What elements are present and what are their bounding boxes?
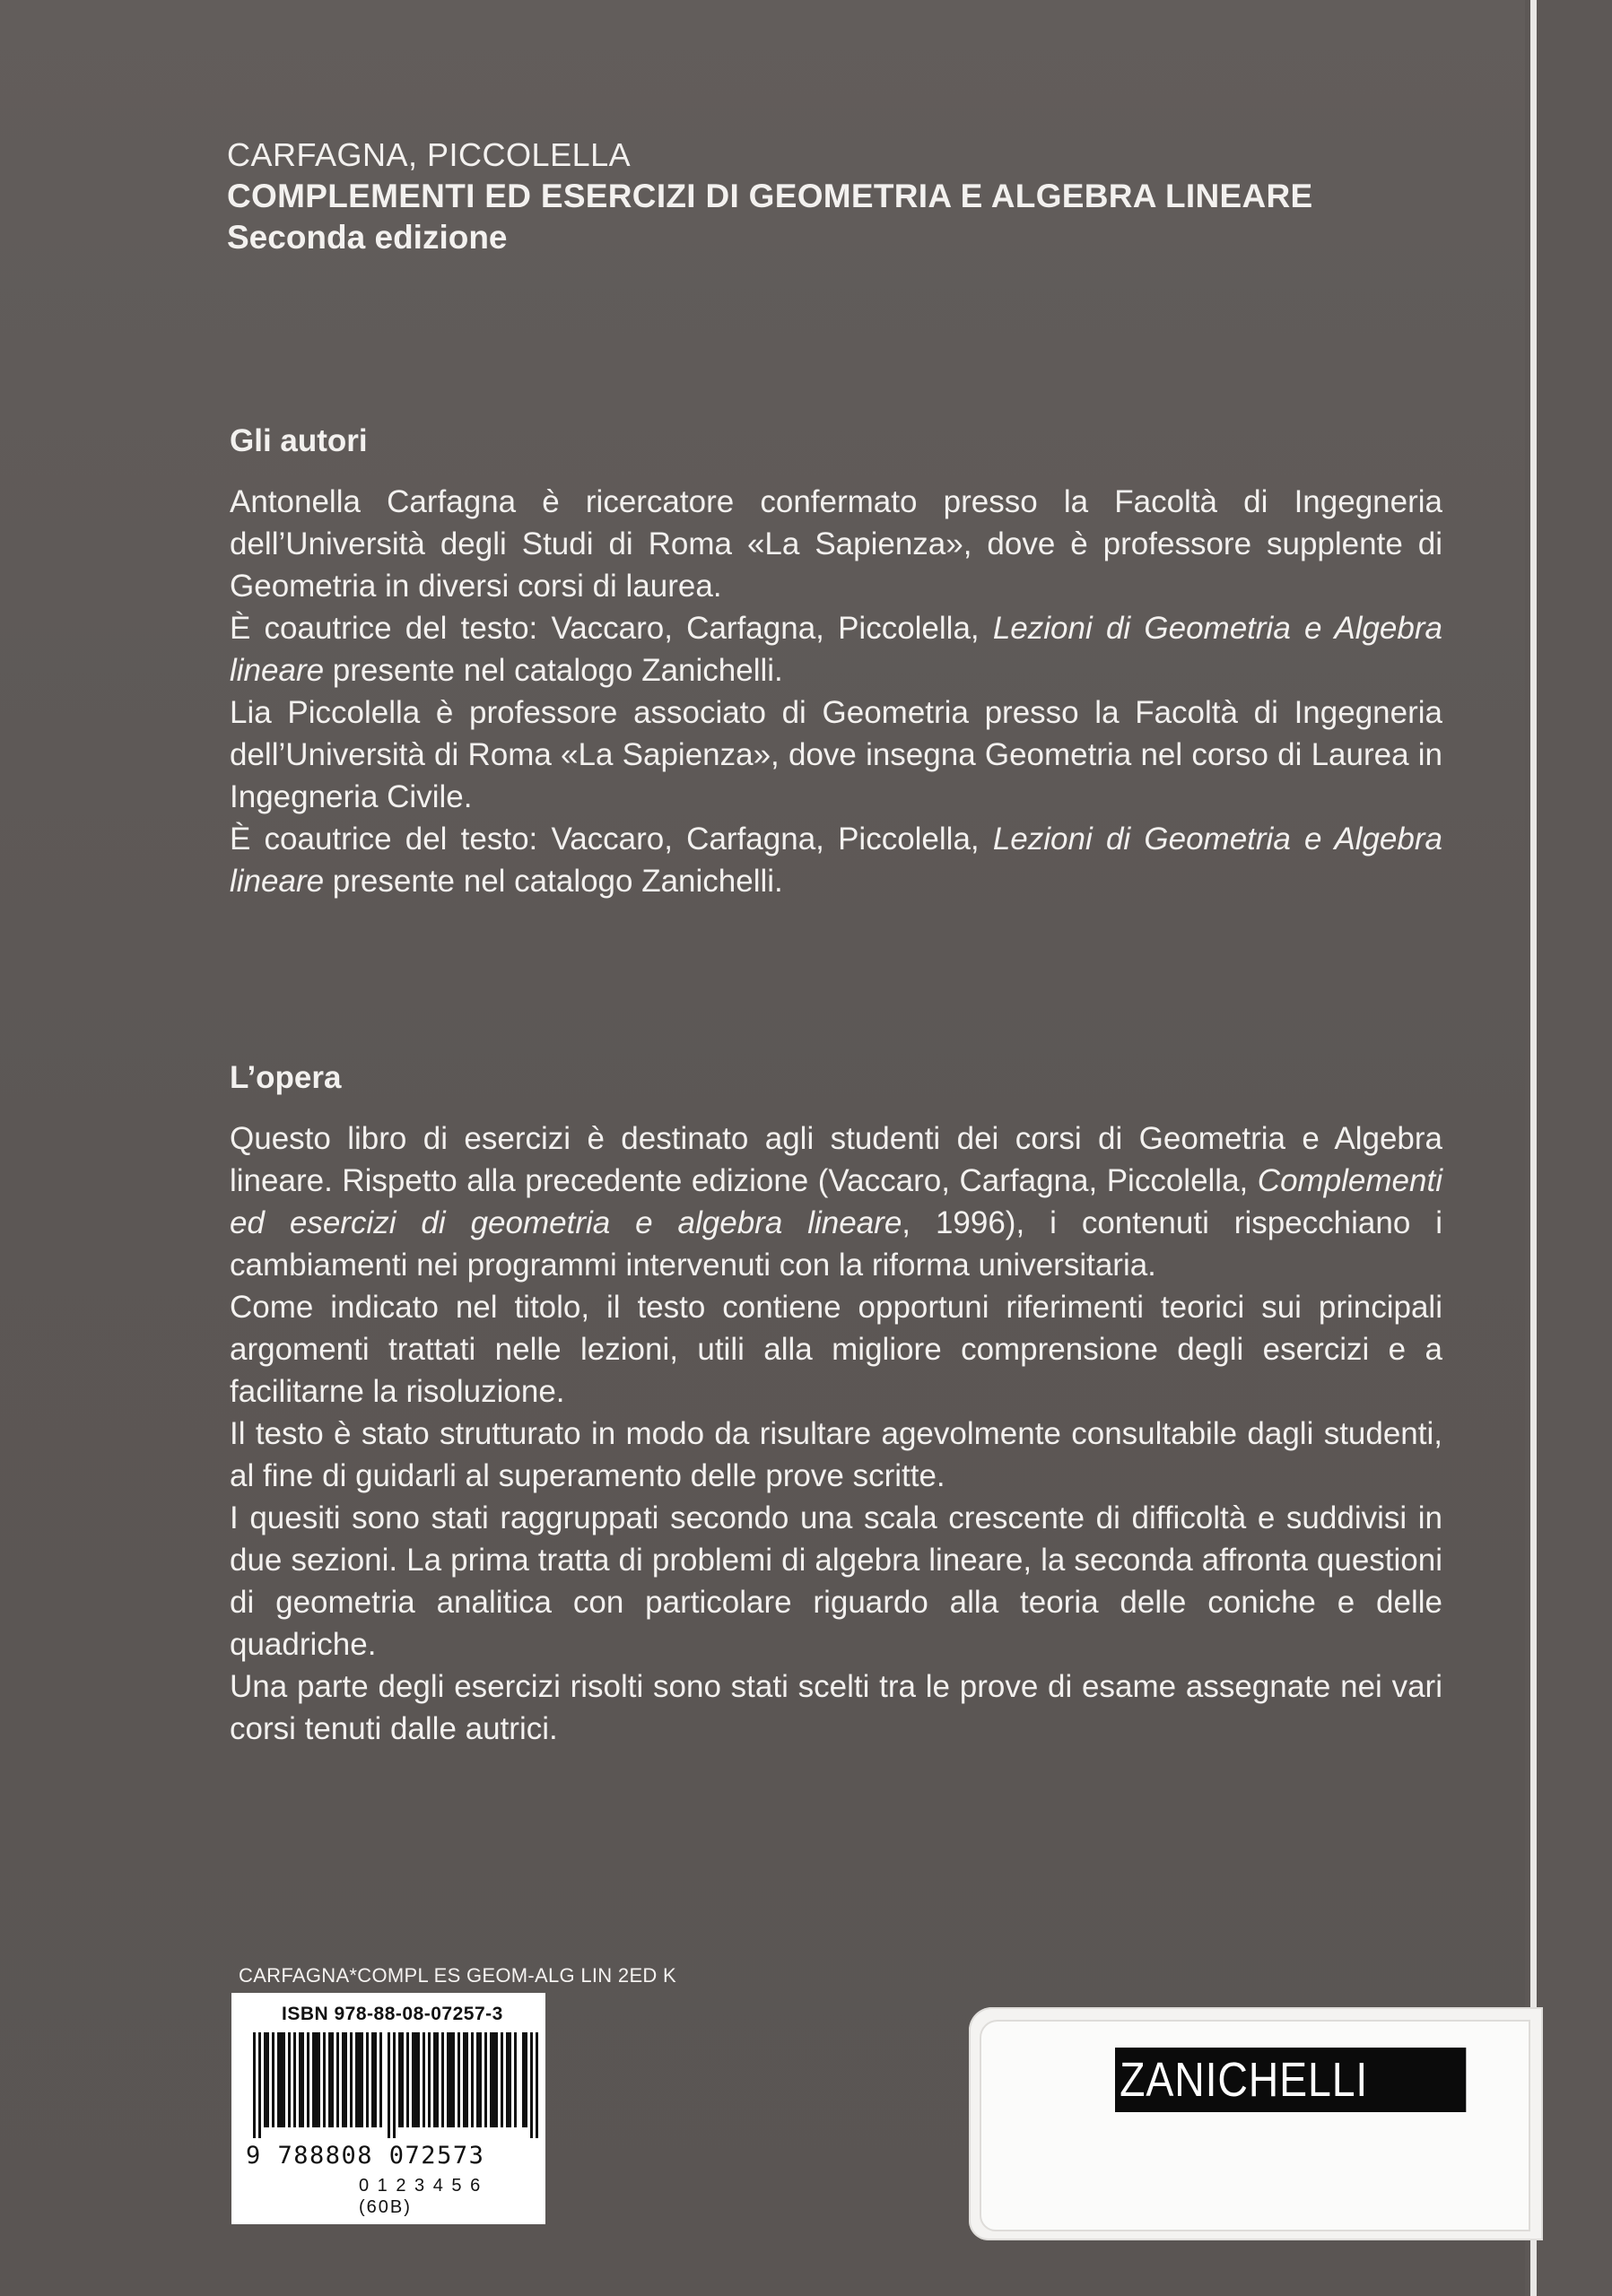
work-paragraph-exams: Una parte degli esercizi risolti sono stati scelti tra le prove di esame assegnate nei vari corsi tenuti dalle autrici. [230, 1669, 1442, 1746]
spine-fold-line [1530, 0, 1537, 2296]
book-title: COMPLEMENTI ED ESERCIZI DI GEOMETRIA E ALGEBRA LINEARE [227, 178, 1313, 214]
price-code: 0 1 2 3 4 5 6 (60B) [359, 2176, 483, 2217]
authors-paragraph-coauthor-2 [230, 818, 1442, 902]
work-intro-tail: , 1996), i contenuti rispecchiano i cambiamenti nei programmi intervenuti con la riforma universitaria. [230, 1205, 1442, 1283]
authors-paragraph-carfagna: Antonella Carfagna è ricercatore confermato presso la Facoltà di Ingegneria dell’Università degli Studi di Roma «La Sapienza», dove è professore supplente di Geometria in diversi corsi di laurea. [230, 484, 1442, 604]
work-paragraph-intro [230, 1118, 1442, 1286]
work-heading: L’opera [230, 1060, 342, 1095]
work-section [230, 1058, 1442, 1750]
barcode-label [231, 1993, 545, 2224]
ean-digits: 9 788808 072573 [246, 2142, 485, 2170]
authors-section [230, 422, 1442, 902]
publisher-logo: ZANICHELLI [1115, 2048, 1466, 2112]
coauthor-2-tail: presente nel catalogo Zanichelli. [324, 864, 783, 899]
spine-edge [1525, 0, 1612, 2296]
isbn-number: ISBN 978-88-08-07257-3 [282, 2004, 503, 2024]
coauthor-2-book-title: Lezioni di Geometria e Algebra lineare [230, 822, 1442, 899]
barcode-bars-icon [253, 2032, 538, 2138]
book-authors: CARFAGNA, PICCOLELLA [227, 136, 632, 173]
authors-paragraph-piccolella: Lia Piccolella è professore associato di Geometria presso la Facoltà di Ingegneria dell’Università di Roma «La Sapienza», dove insegna Geometria nel corso di Laurea in Ingegneria Civile. [230, 695, 1442, 814]
authors-heading: Gli autori [230, 423, 368, 458]
coauthor-1-book-title: Lezioni di Geometria e Algebra lineare [230, 611, 1442, 688]
cover-header [227, 135, 1483, 258]
work-paragraph-structure: Il testo è stato strutturato in modo da risultare agevolmente consultabile dagli studenti, al fine di guidarli al superamento delle prove scritte. [230, 1416, 1442, 1493]
coauthor-2-lead: È coautrice del testo: Vaccaro, Carfagna, Piccolella, [230, 822, 993, 857]
work-intro-book-title: Complementi ed esercizi di geometria e algebra lineare [230, 1163, 1442, 1240]
product-code: CARFAGNA*COMPL ES GEOM-ALG LIN 2ED K [239, 1964, 676, 1987]
work-paragraph-content: Come indicato nel titolo, il testo contiene opportuni riferimenti teorici sui principali argomenti trattati nelle lezioni, utili alla migliore comprensione degli esercizi e a facilitarne la risoluzione. [230, 1290, 1442, 1409]
publisher-sticker [969, 2007, 1543, 2240]
authors-paragraph-coauthor-1 [230, 607, 1442, 691]
coauthor-1-tail: presente nel catalogo Zanichelli. [324, 653, 783, 688]
work-intro-lead: Questo libro di esercizi è destinato agli studenti dei corsi di Geometria e Algebra lineare. Rispetto alla precedente edizione (Vaccaro, Carfagna, Piccolella, [230, 1121, 1442, 1198]
book-edition: Seconda edizione [227, 219, 508, 256]
work-paragraph-sections: I quesiti sono stati raggruppati secondo una scala crescente di difficoltà e suddivisi in due sezioni. La prima tratta di problemi di algebra lineare, la seconda affronta questioni di geometria analitica con particolare riguardo alla teoria delle coniche e delle quadriche. [230, 1500, 1442, 1662]
coauthor-1-lead: È coautrice del testo: Vaccaro, Carfagna, Piccolella, [230, 611, 993, 646]
